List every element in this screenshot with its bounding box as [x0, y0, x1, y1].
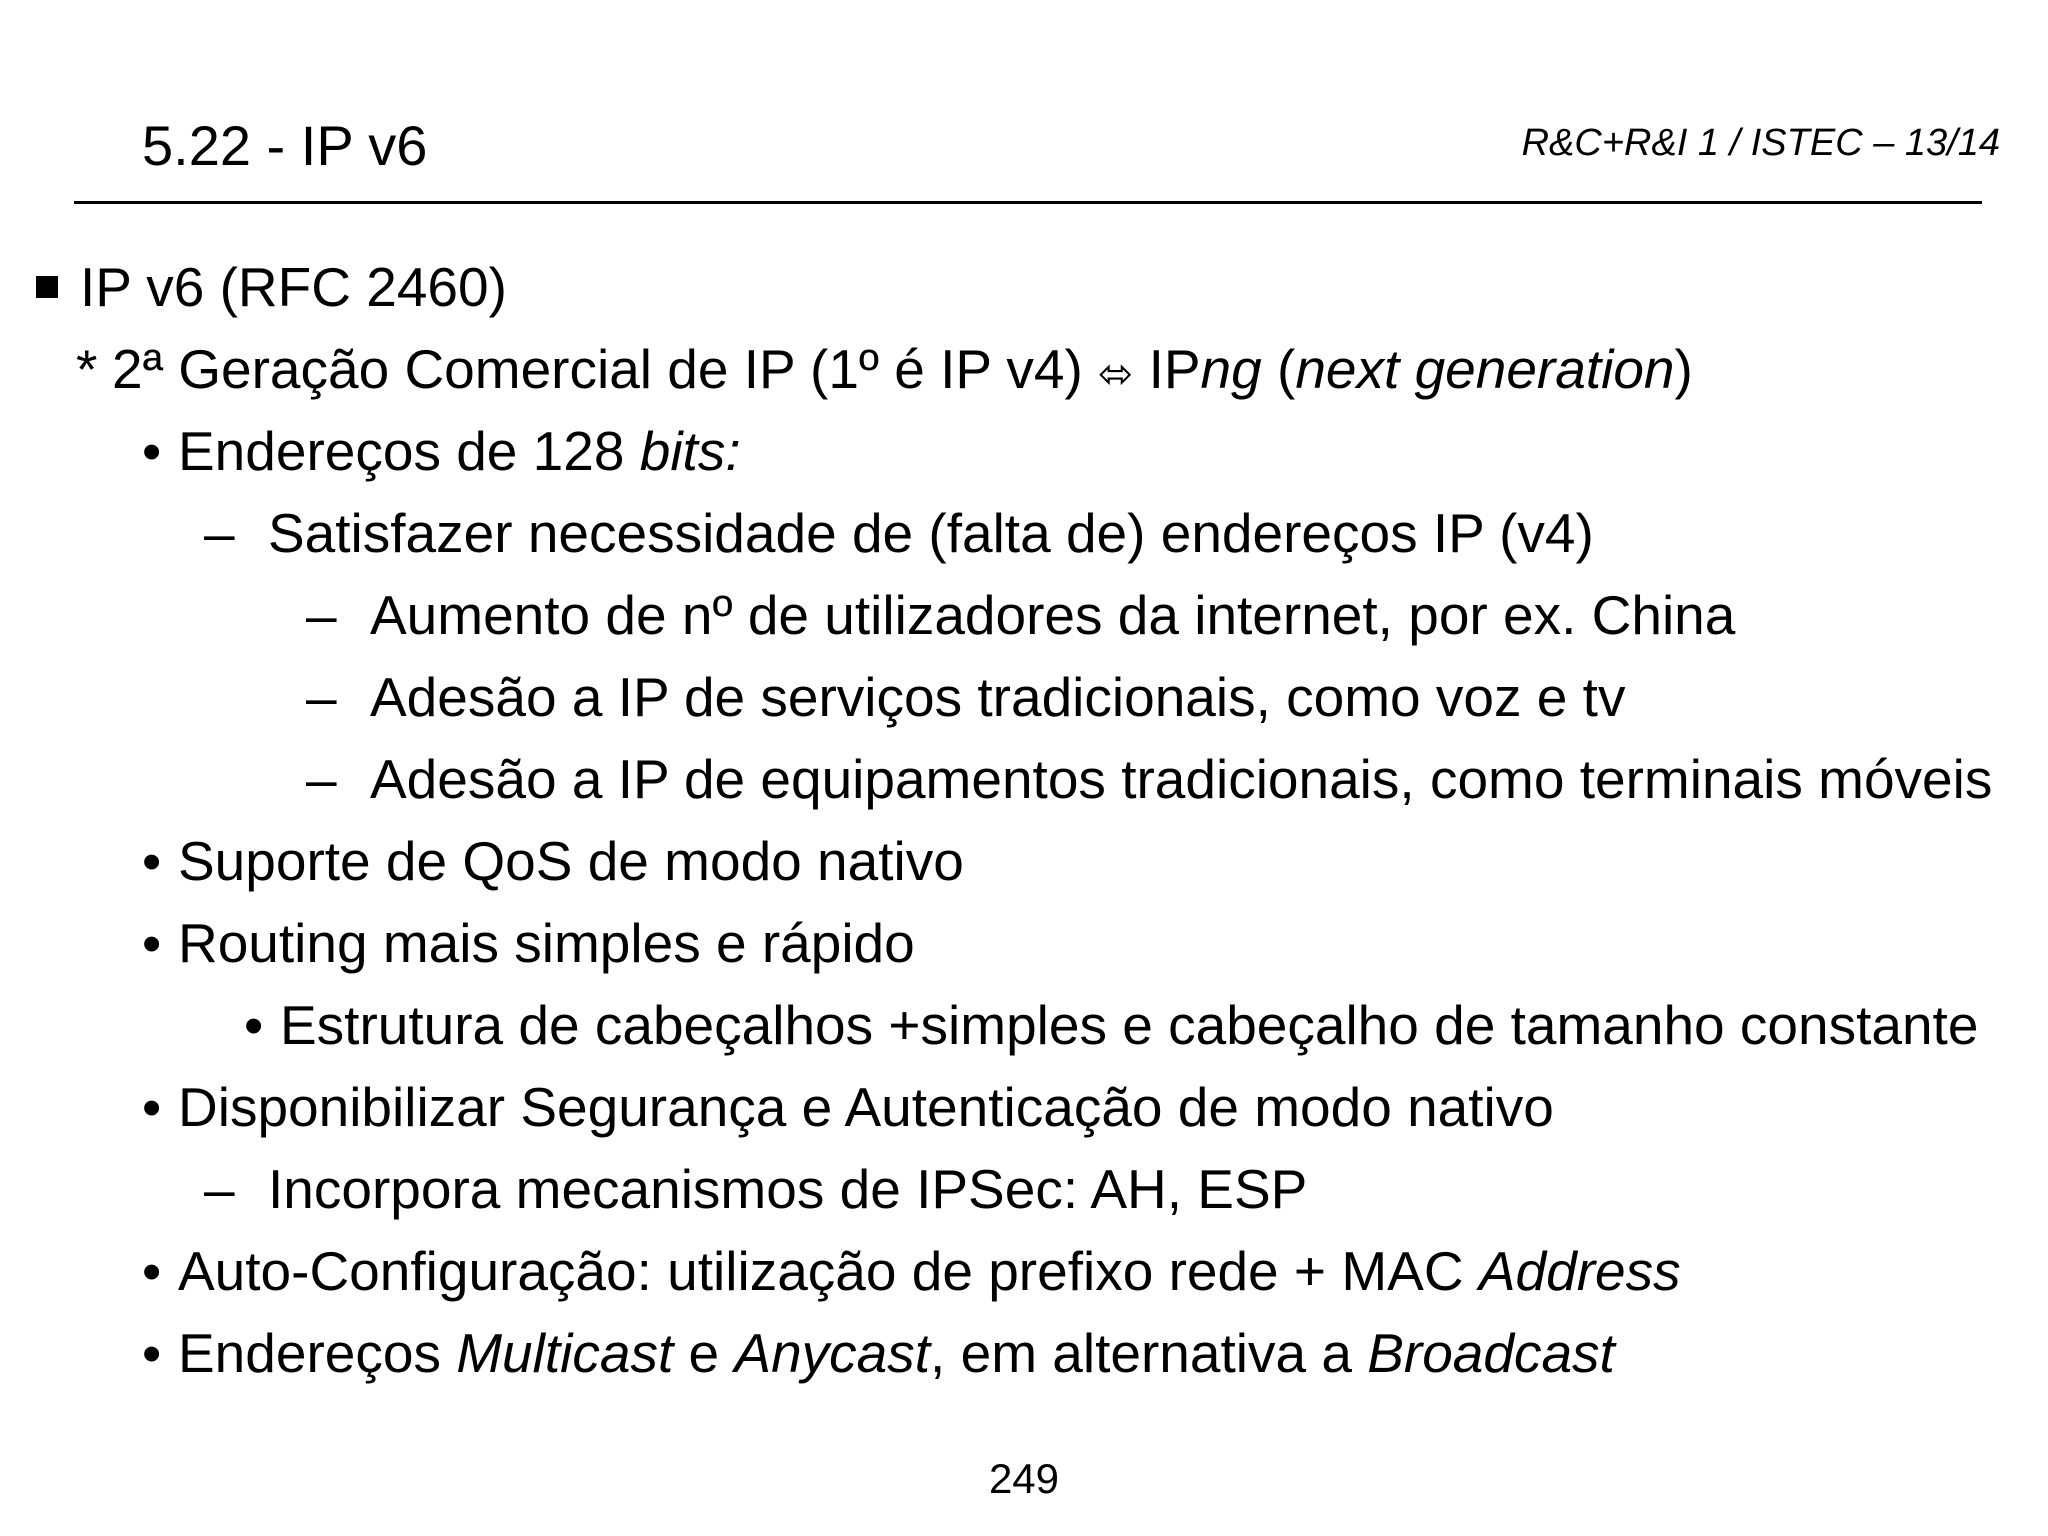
title-divider: [74, 201, 1982, 204]
bullet-text: Satisfazer necessidade de (falta de) endereços IP (v4): [268, 502, 1594, 564]
dash-marker: –: [306, 584, 337, 646]
dot-marker: •: [142, 420, 162, 482]
dash-marker: –: [306, 748, 337, 810]
bullet-text: Endereços: [178, 1322, 457, 1384]
bullet-text: IP: [1133, 338, 1201, 400]
bullet-text-italic: Multicast: [456, 1322, 674, 1384]
bullet-text: e: [673, 1322, 735, 1384]
dash-marker: –: [204, 502, 235, 564]
bullet-line-1: [80, 254, 507, 320]
bullet-text-italic: bits:: [639, 420, 741, 482]
bullet-text-italic: next generation: [1295, 338, 1675, 400]
bullet-text: Estrutura de cabeçalhos +simples e cabeçalho de tamanho constante: [280, 994, 1979, 1056]
slide-title: 5.22 - IP v6: [142, 114, 428, 177]
dot-marker: •: [142, 830, 162, 892]
bullet-text: Adesão a IP de equipamentos tradicionais, como terminais móveis: [370, 748, 1993, 810]
bullet-text-italic: Address: [1478, 1240, 1681, 1302]
bullet-text: (: [1261, 338, 1296, 400]
dot-marker: •: [244, 994, 264, 1056]
bullet-text: IP v6 (RFC 2460): [80, 256, 507, 318]
dot-marker: •: [142, 912, 162, 974]
dot-marker: •: [142, 1076, 162, 1138]
bullet-text: Endereços de 128: [178, 420, 640, 482]
bullet-text: Incorpora mecanismos de IPSec: AH, ESP: [268, 1158, 1308, 1220]
bullet-text: Adesão a IP de serviços tradicionais, como voz e tv: [370, 666, 1626, 728]
bullet-text-italic: ng: [1200, 338, 1262, 400]
asterisk-marker: *: [76, 338, 98, 400]
square-bullet-icon: [36, 276, 58, 298]
bullet-text: Suporte de QoS de modo nativo: [178, 830, 964, 892]
bullet-text-italic: Anycast: [734, 1322, 931, 1384]
equivalence-arrow-icon: ⬄: [1098, 349, 1134, 398]
course-label: R&C+R&I 1 / ISTEC – 13/14: [1521, 122, 2000, 164]
dot-marker: •: [142, 1240, 162, 1302]
bullet-text: Auto-Configuração: utilização de prefixo rede + MAC: [178, 1240, 1479, 1302]
dash-marker: –: [306, 666, 337, 728]
dash-marker: –: [204, 1158, 235, 1220]
bullet-text: Routing mais simples e rápido: [178, 912, 915, 974]
bullet-text-italic: Broadcast: [1367, 1322, 1615, 1384]
bullet-text: Disponibilizar Segurança e Autenticação de modo nativo: [178, 1076, 1554, 1138]
bullet-text: , em alternativa a: [930, 1322, 1368, 1384]
bullet-text: 2ª Geração Comercial de IP (1º é IP v4): [112, 338, 1099, 400]
page-number: 249: [988, 1455, 1060, 1502]
bullet-text: ): [1674, 338, 1693, 400]
dot-marker: •: [142, 1322, 162, 1384]
bullet-text: Aumento de nº de utilizadores da internet, por ex. China: [370, 584, 1736, 646]
